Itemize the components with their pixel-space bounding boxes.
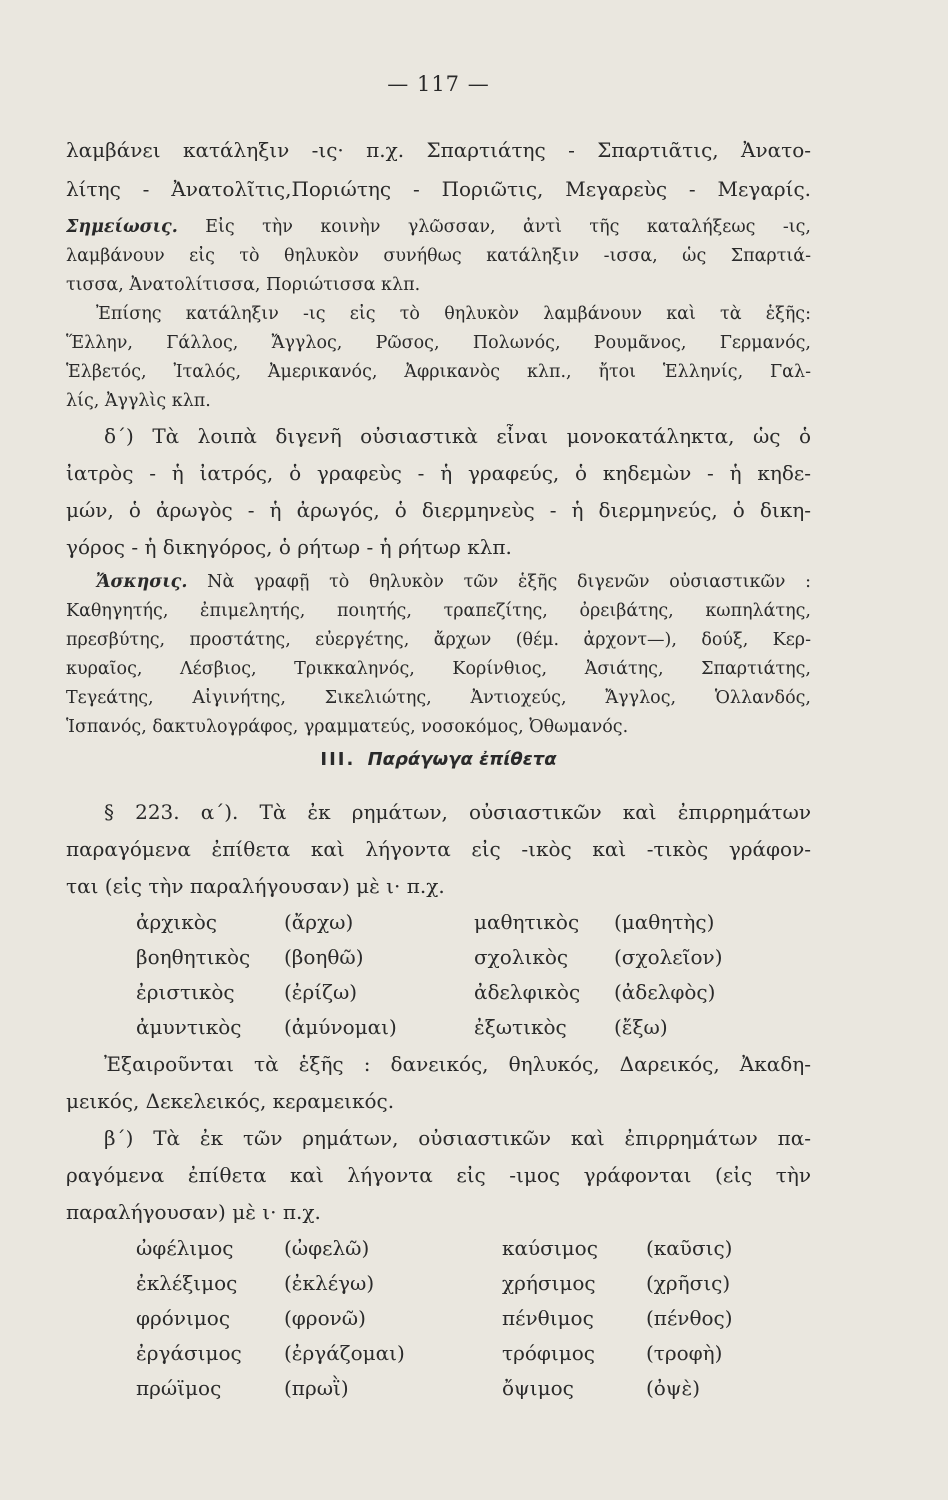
section-title: Παράγωγα ἐπίθετα (367, 749, 557, 770)
exercise-line: Ἱσπανός, δακτυλογράφος, γραμματεύς, νοσοκόμος, Ὀθωμανός. (66, 717, 629, 737)
word: πρώϊμος (136, 1376, 222, 1400)
word-root: (τροφὴ) (646, 1341, 723, 1365)
word-root: (σχολεῖον) (614, 945, 723, 969)
word: ὄψιμος (502, 1376, 574, 1400)
text-line: ἰατρὸς - ἡ ἰατρός, ὁ γραφεὺς - ἡ γραφεύς, ὁ κηδεμὼν - ἡ κηδε- (66, 461, 811, 485)
note-line: τισσα, Ἀνατολίτισσα, Ποριώτισσα κλπ. (66, 275, 421, 295)
word: ἀδελφικὸς (474, 980, 581, 1004)
word-root: (ὀψὲ) (646, 1376, 701, 1400)
word-root: (καῦσις) (646, 1236, 733, 1260)
word-root: (φρονῶ) (284, 1306, 366, 1330)
text-line: ται (εἰς τὴν παραλήγουσαν) μὲ ι· π.χ. (66, 874, 445, 898)
text-line: γόρος - ἡ δικηγόρος, ὁ ρήτωρ - ἡ ρήτωρ κλπ. (66, 535, 512, 559)
text-line: μών, ὁ ἀρωγὸς - ἡ ἀρωγός, ὁ διερμηνεὺς - ἡ διερμηνεύς, ὁ δικη- (66, 498, 811, 522)
word-root: (ἐργάζομαι) (284, 1341, 405, 1365)
word-root: (μαθητὴς) (614, 910, 715, 934)
word: φρόνιμος (136, 1306, 231, 1330)
word: ἀμυντικὸς (136, 1015, 242, 1039)
exercise-line: Καθηγητής, ἐπιμελητής, ποιητής, τραπεζίτης, ὀρειβάτης, κωπηλάτης, (66, 601, 811, 621)
note-line: Ἐπίσης κατάληξιν -ις εἰς τὸ θηλυκὸν λαμβάνουν καὶ τὰ ἑξῆς: (96, 304, 811, 324)
word-root: (ἔξω) (614, 1015, 668, 1039)
page-number: — 117 — (387, 72, 490, 96)
exercise-line: Τεγεάτης, Αἰγινήτης, Σικελιώτης, Ἀντιοχεύς, Ἄγγλος, Ὁλλανδός, (66, 688, 811, 708)
text-line: δ΄) Τὰ λοιπὰ διγενῆ οὐσιαστικὰ εἶναι μονοκατάληκτα, ὡς ὁ (104, 424, 811, 448)
word-root: (ἐκλέγω) (284, 1271, 375, 1295)
word-root: (πένθος) (646, 1306, 733, 1330)
section-heading (66, 749, 811, 770)
exercise-line (66, 572, 811, 592)
word: ἐργάσιμος (136, 1341, 242, 1365)
text-line: παραγόμενα ἐπίθετα καὶ λήγοντα εἰς -ικὸς καὶ -τικὸς γράφον- (66, 837, 811, 861)
word: μαθητικὸς (474, 910, 580, 934)
text-line: μεικός, Δεκελεικός, κεραμεικός. (66, 1089, 395, 1113)
note-text: Εἰς τὴν κοινὴν γλῶσσαν, ἀντὶ τῆς καταλήξεως -ις, (205, 217, 811, 237)
word: χρήσιμος (502, 1271, 596, 1295)
note-line: λαμβάνουν εἰς τὸ θηλυκὸν συνήθως κατάληξιν -ισσα, ὡς Σπαρτιά- (66, 246, 811, 266)
note-line: Ἕλλην, Γάλλος, Ἄγγλος, Ρῶσος, Πολωνός, Ρουμᾶνος, Γερμανός, (66, 333, 811, 353)
exercise-line: πρεσβύτης, προστάτης, εὐεργέτης, ἄρχων (θέμ. ἀρχοντ—), δούξ, Κερ- (66, 630, 811, 650)
word: ἐριστικὸς (136, 980, 235, 1004)
word-root: (βοηθῶ) (284, 945, 364, 969)
word-root: (ἀμύνομαι) (284, 1015, 397, 1039)
word-root: (χρῆσις) (646, 1271, 731, 1295)
text-line: Ἐξαιροῦνται τὰ ἑξῆς : δανεικός, θηλυκός, Δαρεικός, Ἀκαδη- (104, 1052, 811, 1076)
text-line: λαμβάνει κατάληξιν -ις· π.χ. Σπαρτιάτης - Σπαρτιᾶτις, Ἀνατο- (66, 138, 811, 162)
word-root: (ὠφελῶ) (284, 1236, 370, 1260)
word: ἐξωτικὸς (474, 1015, 567, 1039)
word-root: (πρωῒ) (284, 1376, 349, 1400)
note-line: Ἑλβετός, Ἰταλός, Ἀμερικανός, Ἀφρικανὸς κλπ., ἤτοι Ἑλληνίς, Γαλ- (66, 362, 811, 382)
word: ὠφέλιμος (136, 1236, 234, 1260)
text-line: ραγόμενα ἐπίθετα καὶ λήγοντα εἰς -ιμος γράφονται (εἰς τὴν (66, 1163, 811, 1187)
word-root: (ἐρίζω) (284, 980, 358, 1004)
text-line: παραλήγουσαν) μὲ ι· π.χ. (66, 1200, 321, 1224)
text-line: β΄) Τὰ ἐκ τῶν ρημάτων, οὐσιαστικῶν καὶ ἐπιρρημάτων πα- (104, 1126, 811, 1150)
note-line: λίς, Ἀγγλὶς κλπ. (66, 391, 211, 411)
section-number: III. (320, 749, 356, 770)
word: τρόφιμος (502, 1341, 595, 1365)
text-line: λίτης - Ἀνατολῖτις,Ποριώτης - Ποριῶτις, Μεγαρεὺς - Μεγαρίς. (66, 177, 811, 201)
word: ἀρχικὸς (136, 910, 217, 934)
exercise-label: Ἄσκησις. (96, 572, 188, 592)
text-line: § 223. α΄). Τὰ ἐκ ρημάτων, οὐσιαστικῶν καὶ ἐπιρρημάτων (104, 800, 811, 824)
word: καύσιμος (502, 1236, 598, 1260)
word-root: (ἀδελφὸς) (614, 980, 716, 1004)
word-root: (ἄρχω) (284, 910, 354, 934)
exercise-line: κυραῖος, Λέσβιος, Τρικκαληνός, Κορίνθιος, Ἀσιάτης, Σπαρτιάτης, (66, 659, 811, 679)
note-label: Σημείωσις. (66, 217, 178, 237)
word: βοηθητικὸς (136, 945, 251, 969)
word: ἐκλέξιμος (136, 1271, 238, 1295)
word: πένθιμος (502, 1306, 594, 1330)
word: σχολικὸς (474, 945, 569, 969)
note-line (66, 217, 811, 237)
exercise-text: Νὰ γραφῇ τὸ θηλυκὸν τῶν ἑξῆς διγενῶν οὐσιαστικῶν : (207, 572, 811, 592)
